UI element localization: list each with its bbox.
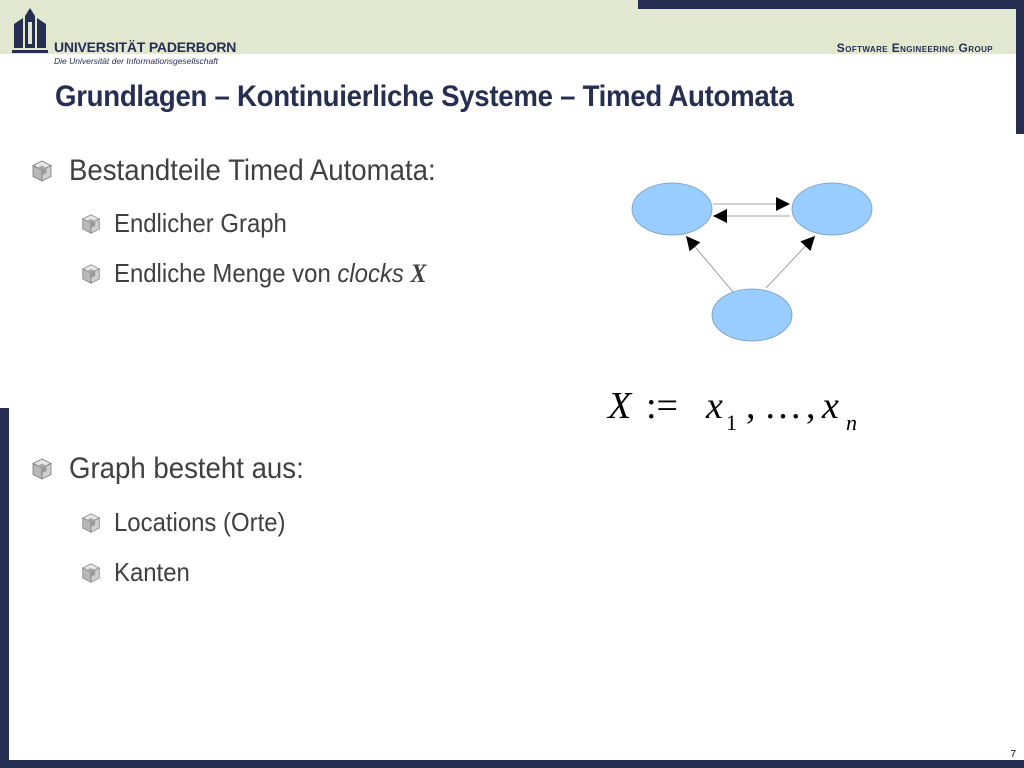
location-node-right [792,183,872,235]
clocks-emphasis: clocks [337,258,404,288]
university-name: UNIVERSITÄT PADERBORN [54,39,237,55]
bullet-cube-icon [30,159,54,183]
location-node-bottom [712,289,792,341]
formula-dots: … [764,385,802,427]
bullet-text: Bestandteile Timed Automata: [69,154,436,187]
bullet-components [30,154,468,188]
formula-x1: x [706,385,723,427]
edge-bottom-to-left [686,236,738,298]
page-title: Grundlagen – Kontinuierliche Systeme – Timed Automata [55,80,794,113]
formula-assign: := [646,385,678,427]
automaton-diagram [620,170,890,360]
bullet-clocks [80,258,454,289]
bullet-cube-icon [80,512,102,534]
formula-sub-1: 1 [726,410,737,435]
bullet-cube-icon [30,457,54,481]
bullet-edges [80,557,196,588]
bullet-locations [80,507,300,538]
frame-left-bar [0,408,9,760]
bullet-text: Locations (Orte) [114,507,286,537]
university-logo-icon [11,8,49,54]
clock-set-symbol: X [410,259,427,288]
university-tagline: Die Universität der Informationsgesellschaft [54,56,218,66]
location-node-left [632,183,712,235]
formula-xn: x [822,385,839,427]
bullet-text-wrapper [114,258,426,289]
bullet-cube-icon [80,562,102,584]
formula-comma-2: , [806,385,816,427]
bullet-finite-graph [80,208,302,239]
bullet-text: Endliche Menge von [114,258,338,288]
edge-bottom-to-right [766,236,815,288]
bullet-cube-icon [80,213,102,235]
bullet-cube-icon [80,263,102,285]
bullet-text: Endlicher Graph [114,208,287,238]
bullet-text: Graph besteht aus: [69,452,304,485]
formula-comma-1: , [746,385,756,427]
bullet-text: Kanten [114,557,190,587]
frame-bottom-bar [0,760,1024,768]
formula-sub-n: n [846,410,857,435]
frame-right-bar [1016,0,1024,134]
group-name: Software Engineering Group [836,41,993,55]
page-number: 7 [1010,749,1016,760]
frame-top-bar [638,0,1024,9]
formula-lhs: X [608,385,632,427]
bullet-graph-consists [30,452,324,486]
